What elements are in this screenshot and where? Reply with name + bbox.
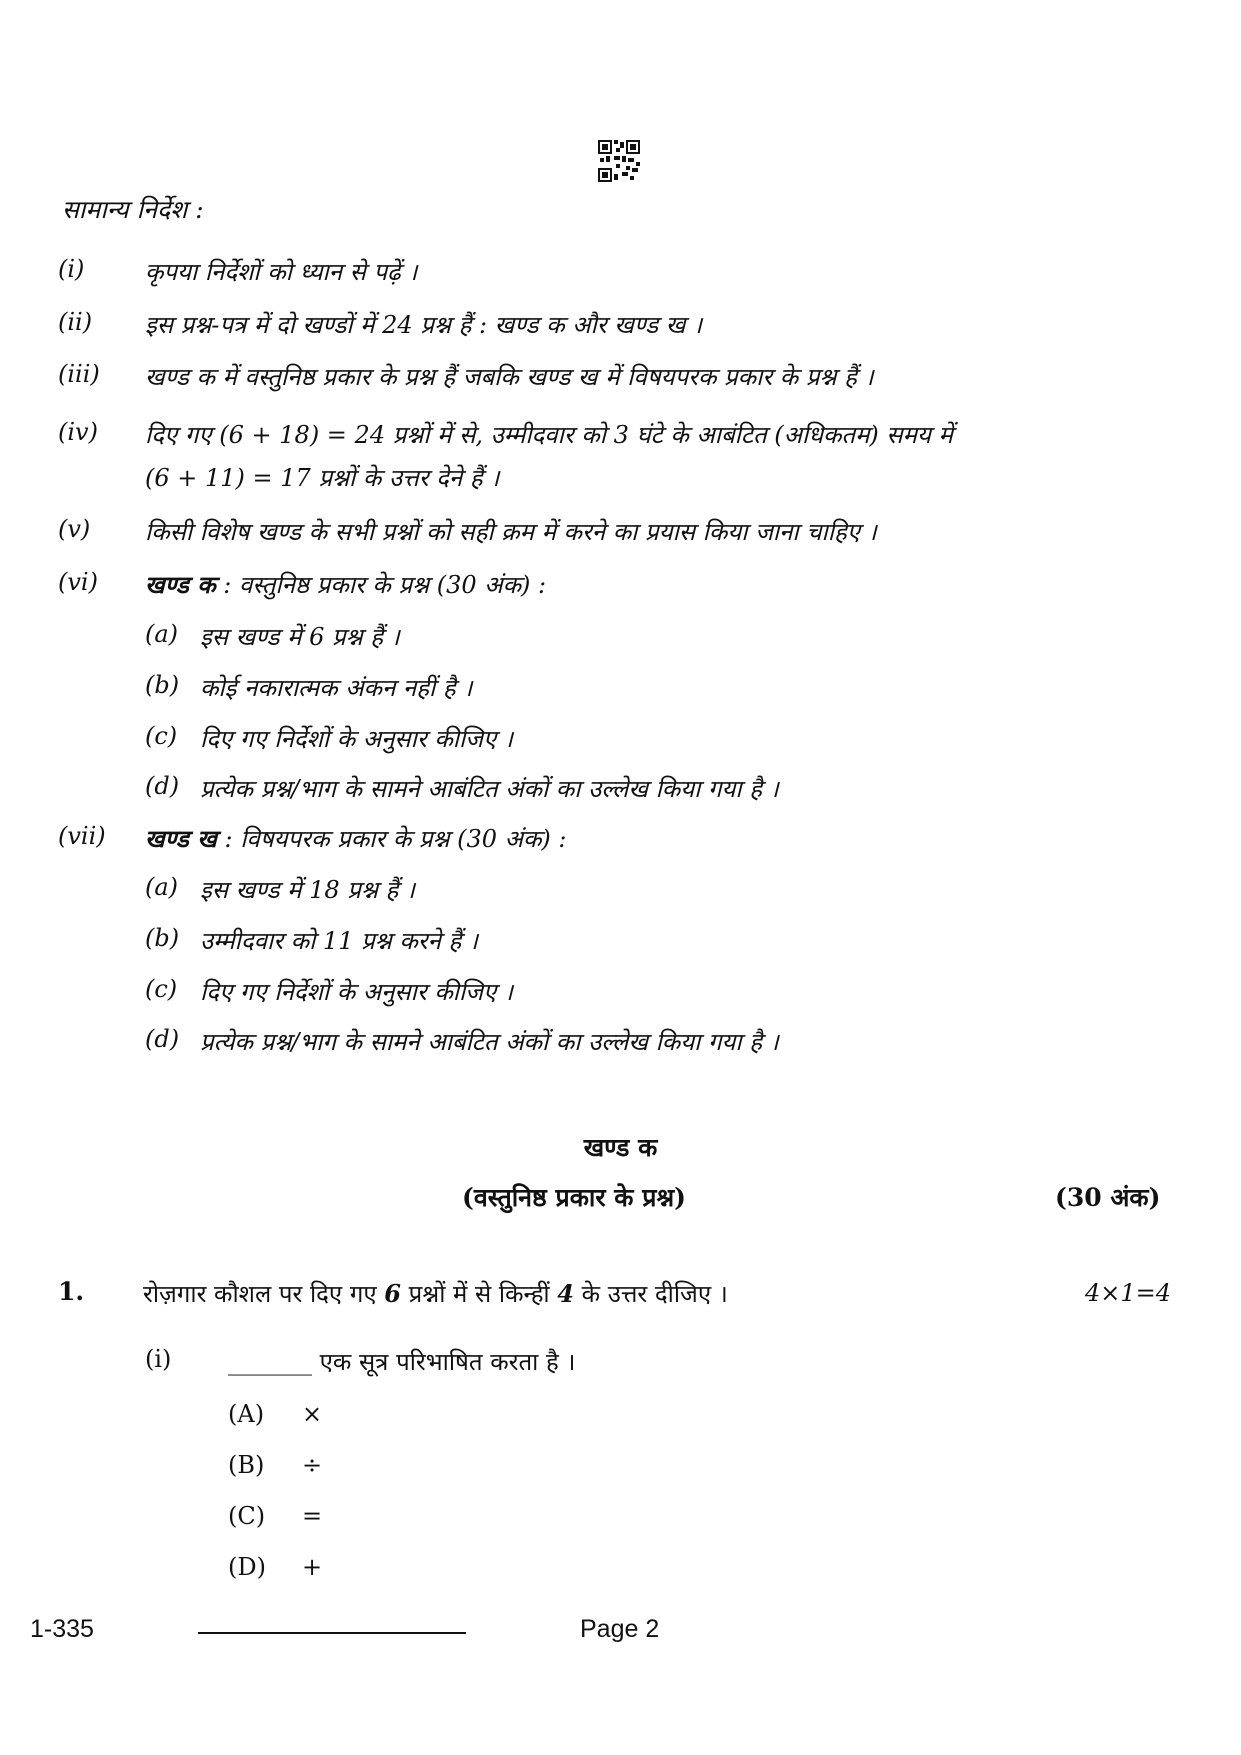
instruction-num: (v)	[58, 515, 91, 543]
option-label: (B)	[228, 1451, 265, 1479]
section-subtitle: (वस्तुनिष्ठ प्रकार के प्रश्न)	[462, 1183, 686, 1212]
instruction-text: इस प्रश्न-पत्र में दो खण्डों में 24 प्रश्न हैं : खण्ड क और खण्ड ख ।	[145, 311, 703, 339]
sub-item-label: (d)	[145, 772, 180, 800]
instruction-text-continued: (6 + 11) = 17 प्रश्नों के उत्तर देने हैं ।	[145, 464, 500, 492]
option-value: ÷	[302, 1451, 323, 1479]
instruction-text: कृपया निर्देशों को ध्यान से पढ़ें ।	[145, 258, 418, 286]
question-text	[143, 1277, 728, 1310]
sub-item-text: कोई नकारात्मक अंकन नहीं है ।	[200, 674, 473, 702]
section-a-desc: : वस्तुनिष्ठ प्रकार के प्रश्न (30 अंक) :	[215, 571, 547, 599]
instruction-text	[145, 822, 567, 855]
option-value: ×	[302, 1400, 323, 1428]
page-number: Page 2	[580, 1615, 660, 1643]
question-text-part: के उत्तर दीजिए ।	[574, 1280, 728, 1308]
sub-item-label: (c)	[145, 975, 178, 1003]
question-choose-count: 4	[557, 1279, 574, 1308]
section-marks: (30 अंक)	[1055, 1183, 1161, 1212]
sub-question-number: (i)	[145, 1345, 172, 1373]
sub-item-label: (a)	[145, 620, 179, 648]
sub-question-text	[228, 1345, 575, 1378]
sub-item-label: (c)	[145, 722, 178, 750]
sub-item-label: (b)	[145, 671, 180, 699]
instruction-text: किसी विशेष खण्ड के सभी प्रश्नों को सही क्रम में करने का प्रयास किया जाना चाहिए ।	[145, 518, 877, 546]
sub-item-text: इस खण्ड में 18 प्रश्न हैं ।	[200, 876, 416, 904]
question-marks: 4×1=4	[1085, 1279, 1172, 1307]
option-value: +	[302, 1553, 323, 1581]
instruction-num: (vi)	[58, 568, 98, 596]
sub-item-text: प्रत्येक प्रश्न/भाग के सामने आबंटित अंकों का उल्लेख किया गया है ।	[200, 775, 779, 803]
question-text-part: रोज़गार कौशल पर दिए गए	[143, 1280, 385, 1308]
instruction-num: (vii)	[58, 822, 106, 850]
instruction-text	[145, 568, 546, 601]
sub-item-label: (a)	[145, 873, 179, 901]
instruction-num: (iv)	[58, 418, 98, 446]
instruction-num: (ii)	[58, 308, 93, 336]
paper-code: 1-335	[30, 1615, 94, 1643]
instructions-heading: सामान्य निर्देश :	[62, 195, 204, 224]
option-label: (C)	[228, 1502, 266, 1530]
option-label: (A)	[228, 1400, 265, 1428]
sub-item-label: (d)	[145, 1025, 180, 1053]
section-b-desc: : विषयपरक प्रकार के प्रश्न (30 अंक) :	[216, 825, 567, 853]
sub-item-label: (b)	[145, 924, 180, 952]
sub-question-stem: एक सूत्र परिभाषित करता है ।	[312, 1348, 576, 1376]
section-b-label: खण्ड ख	[145, 824, 217, 853]
footer-divider	[198, 1632, 466, 1634]
instruction-num: (i)	[58, 255, 85, 283]
section-title: खण्ड क	[583, 1133, 658, 1162]
sub-item-text: दिए गए निर्देशों के अनुसार कीजिए ।	[200, 725, 513, 753]
sub-item-text: प्रत्येक प्रश्न/भाग के सामने आबंटित अंकों का उल्लेख किया गया है ।	[200, 1028, 779, 1056]
section-a-label: खण्ड क	[145, 570, 216, 599]
option-label: (D)	[228, 1553, 266, 1581]
question-count: 6	[384, 1279, 401, 1308]
instruction-text: खण्ड क में वस्तुनिष्ठ प्रकार के प्रश्न हैं जबकि खण्ड ख में विषयपरक प्रकार के प्रश्न हैं ।	[145, 363, 874, 391]
option-value: =	[302, 1502, 323, 1530]
instruction-num: (iii)	[58, 360, 100, 388]
sub-item-text: दिए गए निर्देशों के अनुसार कीजिए ।	[200, 978, 513, 1006]
question-text-part: प्रश्नों में से किन्हीं	[400, 1280, 558, 1308]
sub-item-text: इस खण्ड में 6 प्रश्न हैं ।	[200, 623, 400, 651]
question-number: 1.	[58, 1277, 85, 1306]
sub-item-text: उम्मीदवार को 11 प्रश्न करने हैं ।	[200, 927, 479, 955]
qr-code-icon	[598, 140, 640, 182]
instruction-text: दिए गए (6 + 18) = 24 प्रश्नों में से, उम्मीदवार को 3 घंटे के आबंटित (अधिकतम) समय में	[145, 421, 953, 449]
fill-in-blank: _______	[228, 1348, 312, 1376]
